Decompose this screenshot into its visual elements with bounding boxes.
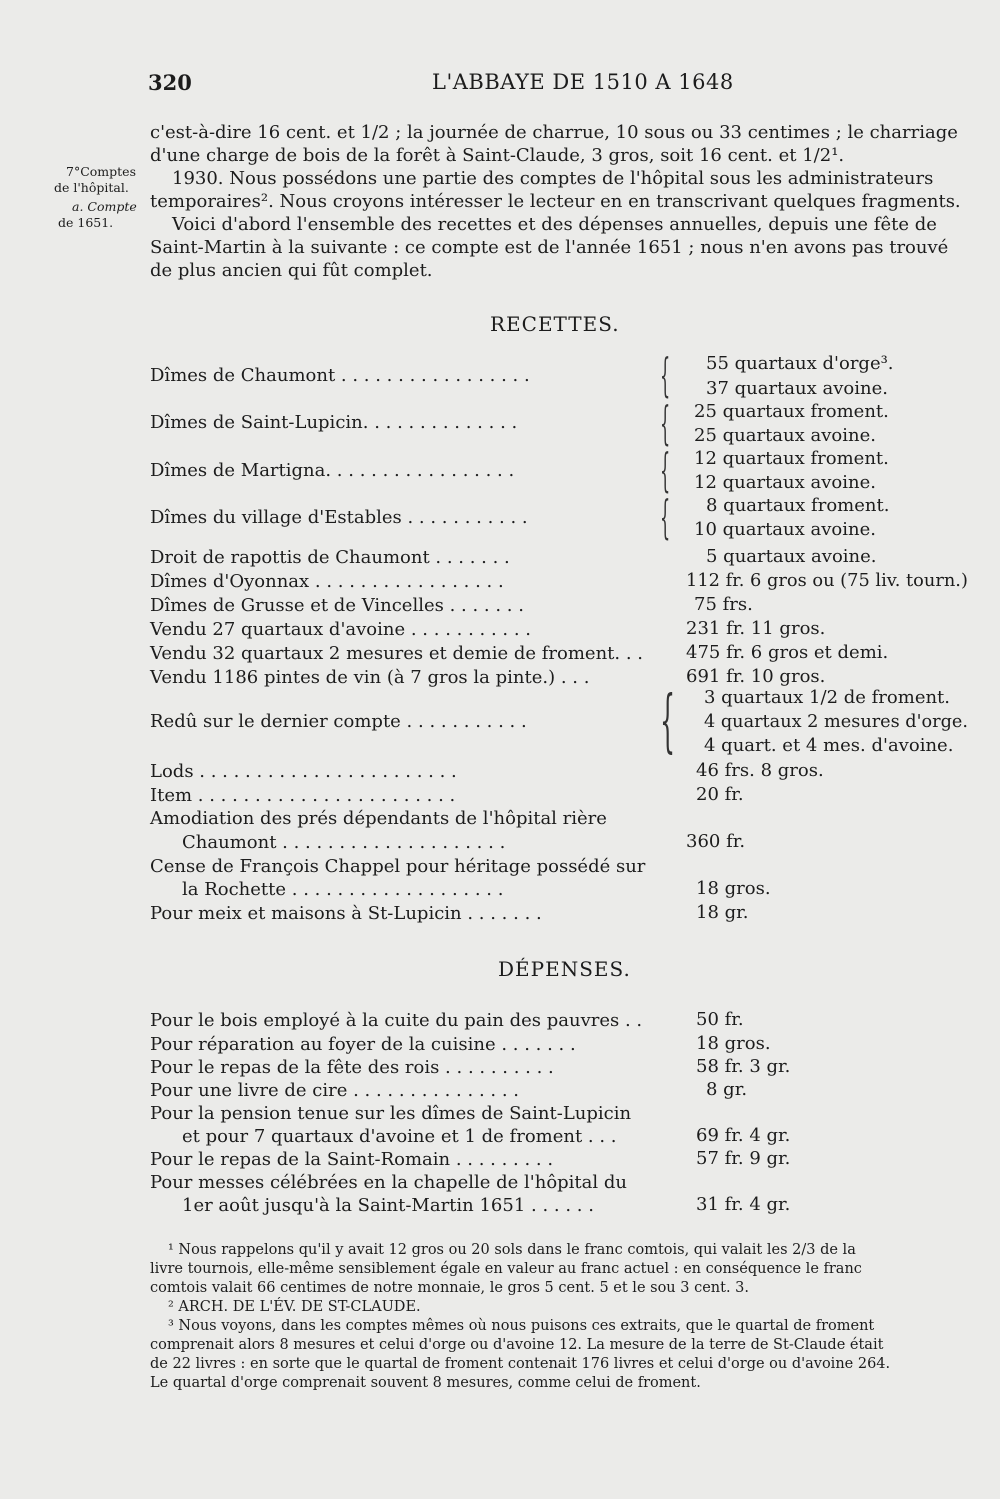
- recette-value: 475 fr. 6 gros et demi.: [686, 642, 889, 663]
- recette-value: 55 quartaux d'orge³.: [706, 353, 894, 374]
- intro-line: Voici d'abord l'ensemble des recettes et des dépenses annuelles, depuis une fête de: [172, 214, 937, 235]
- intro-line: Saint-Martin à la suivante : ce compte est de l'année 1651 ; nous n'en avons pas trouvé: [150, 237, 949, 258]
- depense-value: 31 fr. 4 gr.: [696, 1194, 791, 1215]
- depense-value: 50 fr.: [696, 1009, 744, 1030]
- margin-note-2: de l'hôpital.: [54, 180, 129, 195]
- depense-label: Pour le repas de la fête des rois . . . . . . . . . .: [150, 1057, 554, 1078]
- brace-glyph: {: [660, 396, 671, 450]
- margin-note-4: de 1651.: [58, 215, 114, 230]
- recette-label: Dîmes d'Oyonnax . . . . . . . . . . . . . . . . .: [150, 571, 504, 592]
- footnote-line: de 22 livres : en sorte que le quartal de froment contenait 176 livres et celui d'orge ou d'avoine 264.: [150, 1356, 891, 1372]
- depense-label-cont: 1er août jusqu'à la Saint-Martin 1651 . . . . . .: [182, 1195, 594, 1216]
- margin-note-1: 7°Comptes: [66, 164, 136, 179]
- depense-label-cont: et pour 7 quartaux d'avoine et 1 de froment . . .: [182, 1126, 617, 1147]
- recette-label: Droit de rapottis de Chaumont . . . . . . .: [150, 547, 510, 568]
- recette-value: 5 quartaux avoine.: [706, 546, 877, 567]
- recette-label: Dîmes de Grusse et de Vincelles . . . . . . .: [150, 595, 524, 616]
- depense-value: 58 fr. 3 gr.: [696, 1056, 791, 1077]
- recette-label: Item . . . . . . . . . . . . . . . . . . . . . . .: [150, 785, 456, 806]
- recette-value: 112 fr. 6 gros ou (75 liv. tourn.): [686, 570, 968, 591]
- intro-line: temporaires². Nous croyons intéresser le lecteur en en transcrivant quelques fragments.: [150, 191, 961, 212]
- recette-value: 18 gr.: [696, 902, 749, 923]
- footnote-line: livre tournois, elle-même sensiblement égale en valeur au franc actuel : en conséquence le franc: [150, 1261, 862, 1277]
- recette-value: 46 frs. 8 gros.: [696, 760, 824, 781]
- depense-value: 8 gr.: [706, 1079, 748, 1100]
- brace-glyph: {: [660, 348, 671, 402]
- recette-value: 231 fr. 11 gros.: [686, 618, 826, 639]
- recette-value: 75 frs.: [694, 594, 753, 615]
- footnote-line: comprenait alors 8 mesures et celui d'orge ou d'avoine 12. La mesure de la terre de St-Claude était: [150, 1337, 884, 1353]
- recette-label: Vendu 32 quartaux 2 mesures et demie de froment. . .: [150, 643, 644, 664]
- recette-label-cont: la Rochette . . . . . . . . . . . . . . . . . . .: [182, 879, 504, 900]
- recette-label: Redû sur le dernier compte . . . . . . . . . . .: [150, 711, 527, 732]
- recette-value: 37 quartaux avoine.: [706, 378, 888, 399]
- recette-value: 4 quart. et 4 mes. d'avoine.: [704, 735, 954, 756]
- recette-label: Dîmes de Saint-Lupicin. . . . . . . . . . . . . .: [150, 412, 518, 433]
- depense-label: Pour réparation au foyer de la cuisine . . . . . . .: [150, 1034, 576, 1055]
- recette-value: 18 gros.: [696, 878, 771, 899]
- depense-label: Pour messes célébrées en la chapelle de l'hôpital du: [150, 1172, 627, 1193]
- depense-value: 69 fr. 4 gr.: [696, 1125, 791, 1146]
- recette-label: Dîmes de Martigna. . . . . . . . . . . . . . . . .: [150, 460, 515, 481]
- recette-value: 25 quartaux froment.: [694, 401, 889, 422]
- depense-label: Pour une livre de cire . . . . . . . . . . . . . . .: [150, 1080, 519, 1101]
- depenses-heading: DÉPENSES.: [498, 957, 631, 981]
- running-title: L'ABBAYE DE 1510 A 1648: [432, 70, 734, 94]
- recette-label: Vendu 27 quartaux d'avoine . . . . . . . . . . .: [150, 619, 532, 640]
- recette-value: 360 fr.: [686, 831, 746, 852]
- margin-note-3: a. Compte: [72, 199, 137, 214]
- recette-value: 3 quartaux 1/2 de froment.: [704, 687, 951, 708]
- intro-line: d'une charge de bois de la forêt à Saint-Claude, 3 gros, soit 16 cent. et 1/2¹.: [150, 145, 845, 166]
- footnote-line: Le quartal d'orge comprenait souvent 8 mesures, comme celui de froment.: [150, 1375, 701, 1391]
- intro-line: c'est-à-dire 16 cent. et 1/2 ; la journée de charrue, 10 sous ou 33 centimes ; le charriage: [150, 122, 958, 143]
- footnote-line: ¹ Nous rappelons qu'il y avait 12 gros ou 20 sols dans le franc comtois, qui valait les 2/3 de la: [168, 1242, 856, 1258]
- depense-label: Pour le bois employé à la cuite du pain des pauvres . .: [150, 1010, 643, 1031]
- footnote-line: ³ Nous voyons, dans les comptes mêmes où nous puisons ces extraits, que le quartal de froment: [168, 1318, 875, 1334]
- recette-value: 25 quartaux avoine.: [694, 425, 876, 446]
- recette-value: 691 fr. 10 gros.: [686, 666, 826, 687]
- depense-label: Pour le repas de la Saint-Romain . . . . . . . . .: [150, 1149, 554, 1170]
- recette-value: 4 quartaux 2 mesures d'orge.: [704, 711, 968, 732]
- recette-value: 8 quartaux froment.: [706, 495, 890, 516]
- brace-glyph: {: [660, 682, 676, 761]
- brace-glyph: {: [660, 490, 671, 544]
- recettes-heading: RECETTES.: [490, 312, 620, 336]
- depense-label: Pour la pension tenue sur les dîmes de Saint-Lupicin: [150, 1103, 632, 1124]
- recette-value: 10 quartaux avoine.: [694, 519, 876, 540]
- page-number: 320: [148, 70, 192, 95]
- recette-label: Lods . . . . . . . . . . . . . . . . . . . . . . .: [150, 761, 457, 782]
- recette-value: 20 fr.: [696, 784, 744, 805]
- recette-label: Dîmes de Chaumont . . . . . . . . . . . . . . . . .: [150, 365, 530, 386]
- recette-label: Pour meix et maisons à St-Lupicin . . . . . . .: [150, 903, 542, 924]
- recette-label: Dîmes du village d'Estables . . . . . . . . . . .: [150, 507, 528, 528]
- recette-label: Amodiation des prés dépendants de l'hôpital rière: [150, 808, 607, 829]
- footnote-line: ² ARCH. DE L'ÉV. DE ST-CLAUDE.: [168, 1299, 421, 1315]
- footnote-line: comtois valait 66 centimes de notre monnaie, le gros 5 cent. 5 et le sou 3 cent. 3.: [150, 1280, 750, 1296]
- intro-line: de plus ancien qui fût complet.: [150, 260, 433, 281]
- brace-glyph: {: [660, 443, 671, 497]
- intro-line: 1930. Nous possédons une partie des comptes de l'hôpital sous les administrateurs: [172, 168, 934, 189]
- recette-value: 12 quartaux froment.: [694, 448, 889, 469]
- depense-value: 57 fr. 9 gr.: [696, 1148, 791, 1169]
- recette-label-cont: Chaumont . . . . . . . . . . . . . . . . . . . .: [182, 832, 506, 853]
- recette-value: 12 quartaux avoine.: [694, 472, 876, 493]
- recette-label: Cense de François Chappel pour héritage possédé sur: [150, 856, 646, 877]
- recette-label: Vendu 1186 pintes de vin (à 7 gros la pinte.) . . .: [150, 667, 590, 688]
- depense-value: 18 gros.: [696, 1033, 771, 1054]
